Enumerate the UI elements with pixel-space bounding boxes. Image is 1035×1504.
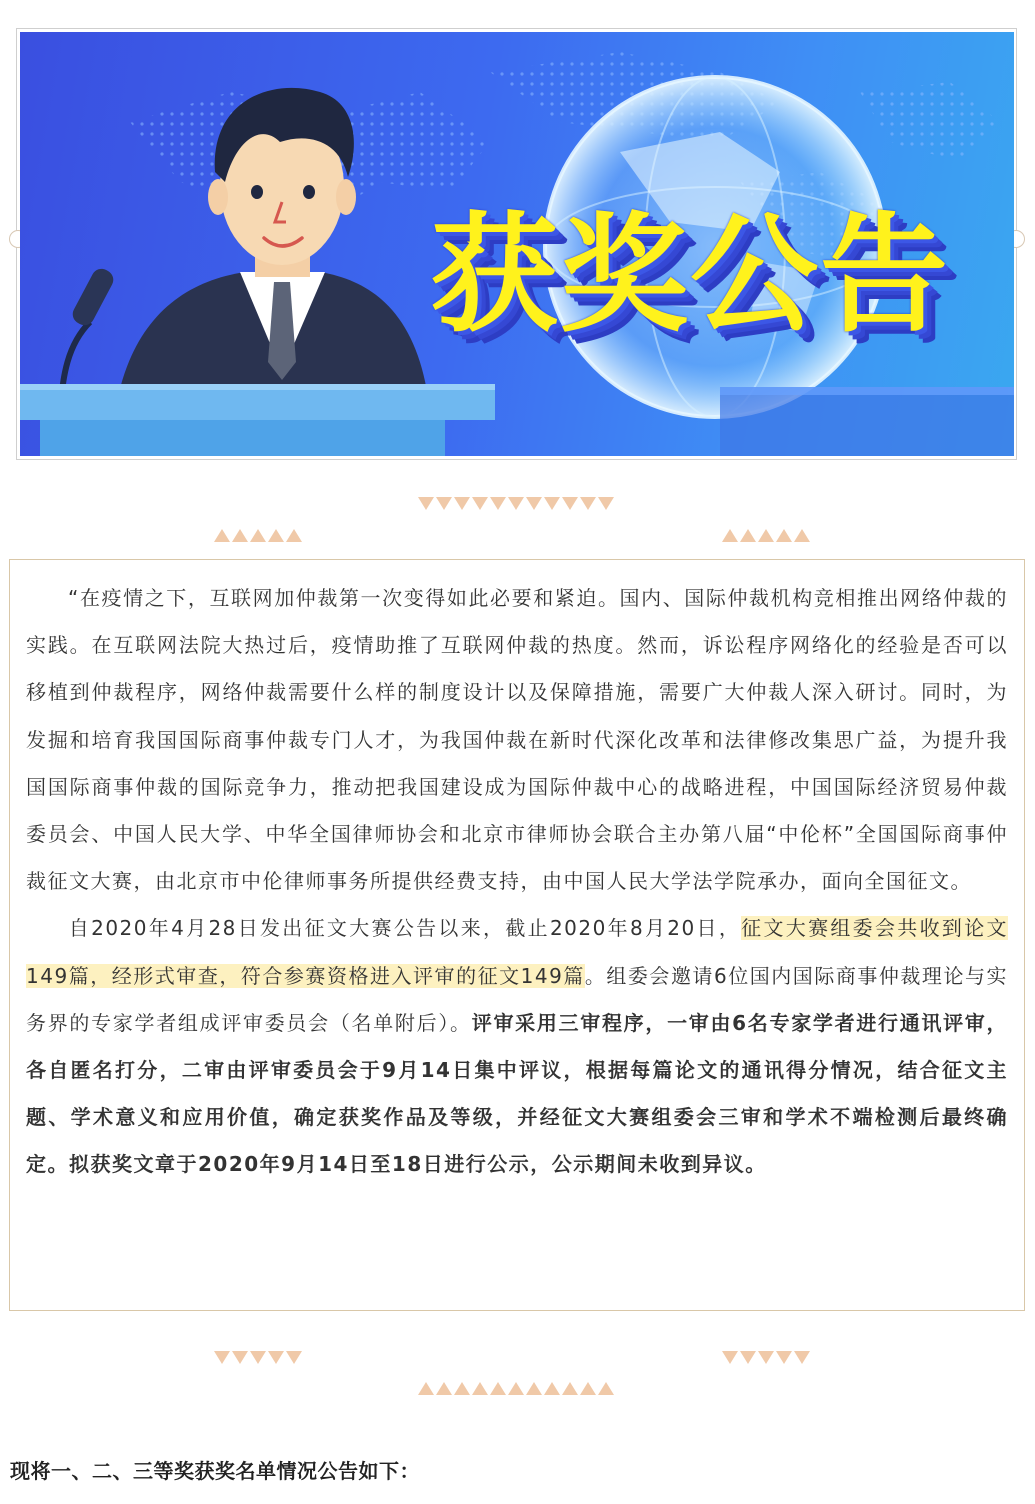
paragraph-2-review-process: 评审采用三审程序，一审由6名专家学者进行通讯评审，各自匿名打分，二审由评审委员会于9月14日集中评议，根据每篇论文的通讯得分情况，结合征文主题、学术意义和应用价值，确定获奖作品及等级，并经征文大赛组委会三审和学术不端检测后最终确定。拟获奖文章于2020年9月14日至18日进行公示，公示期间未收到异议。 <box>26 1010 1009 1177</box>
triangle-divider-top-left <box>214 529 302 542</box>
triangle-divider-bottom-left <box>214 1351 302 1364</box>
article-paragraph-1 <box>26 575 1008 905</box>
paragraph-2-middle: 。组委会邀请6位国内国际商事仲裁理论与实务界的专家学者组成评审委员会（名单附后）。 <box>26 963 1008 1035</box>
winners-intro-line: 现将一、二、三等奖获奖名单情况公告如下： <box>10 1459 420 1483</box>
triangle-divider-top-right <box>722 529 810 542</box>
podium <box>20 384 495 456</box>
paragraph-2-highlight: 征文大赛组委会共收到论文149篇，经形式审查，符合参赛资格进入评审的征文149篇 <box>26 916 1008 988</box>
banner-title: 获奖公告 <box>430 201 951 350</box>
paragraph-1-text: “在疫情之下，互联网加仲裁第一次变得如此必要和紧迫。国内、国际仲裁机构竞相推出网络仲裁的实践。在互联网法院大热过后，疫情助推了互联网仲裁的热度。然而，诉讼程序网络化的经验是否可以移植到仲裁程序，网络仲裁需要什么样的制度设计以及保障措施，需要广大仲裁人深入研讨。同时，为发掘和培育我国国际商事仲裁专门人才，为我国仲裁在新时代深化改革和法律修改集思广益，为提升我国国际商事仲裁的国际竞争力，推动把我国建设成为国际仲裁中心的战略进程，中国国际经济贸易仲裁委员会、中国人民大学、中华全国律师协会和北京市律师协会联合主办第八届“中伦杯”全国国际商事仲裁征文大赛，由北京市中伦律师事务所提供经费支持，由中国人民大学法学院承办，面向全国征文。 <box>26 586 1008 894</box>
stage-steps <box>720 387 1014 456</box>
paragraph-2-intro: 自2020年4月28日发出征文大赛公告以来，截止2020年8月20日， <box>68 916 742 941</box>
triangle-divider-top-center <box>418 497 614 510</box>
article-paragraph-2 <box>26 905 1008 1188</box>
award-banner <box>20 32 1014 456</box>
triangle-divider-bottom-center <box>418 1382 614 1395</box>
announcement-article <box>9 559 1025 1311</box>
triangle-divider-bottom-right <box>722 1351 810 1364</box>
